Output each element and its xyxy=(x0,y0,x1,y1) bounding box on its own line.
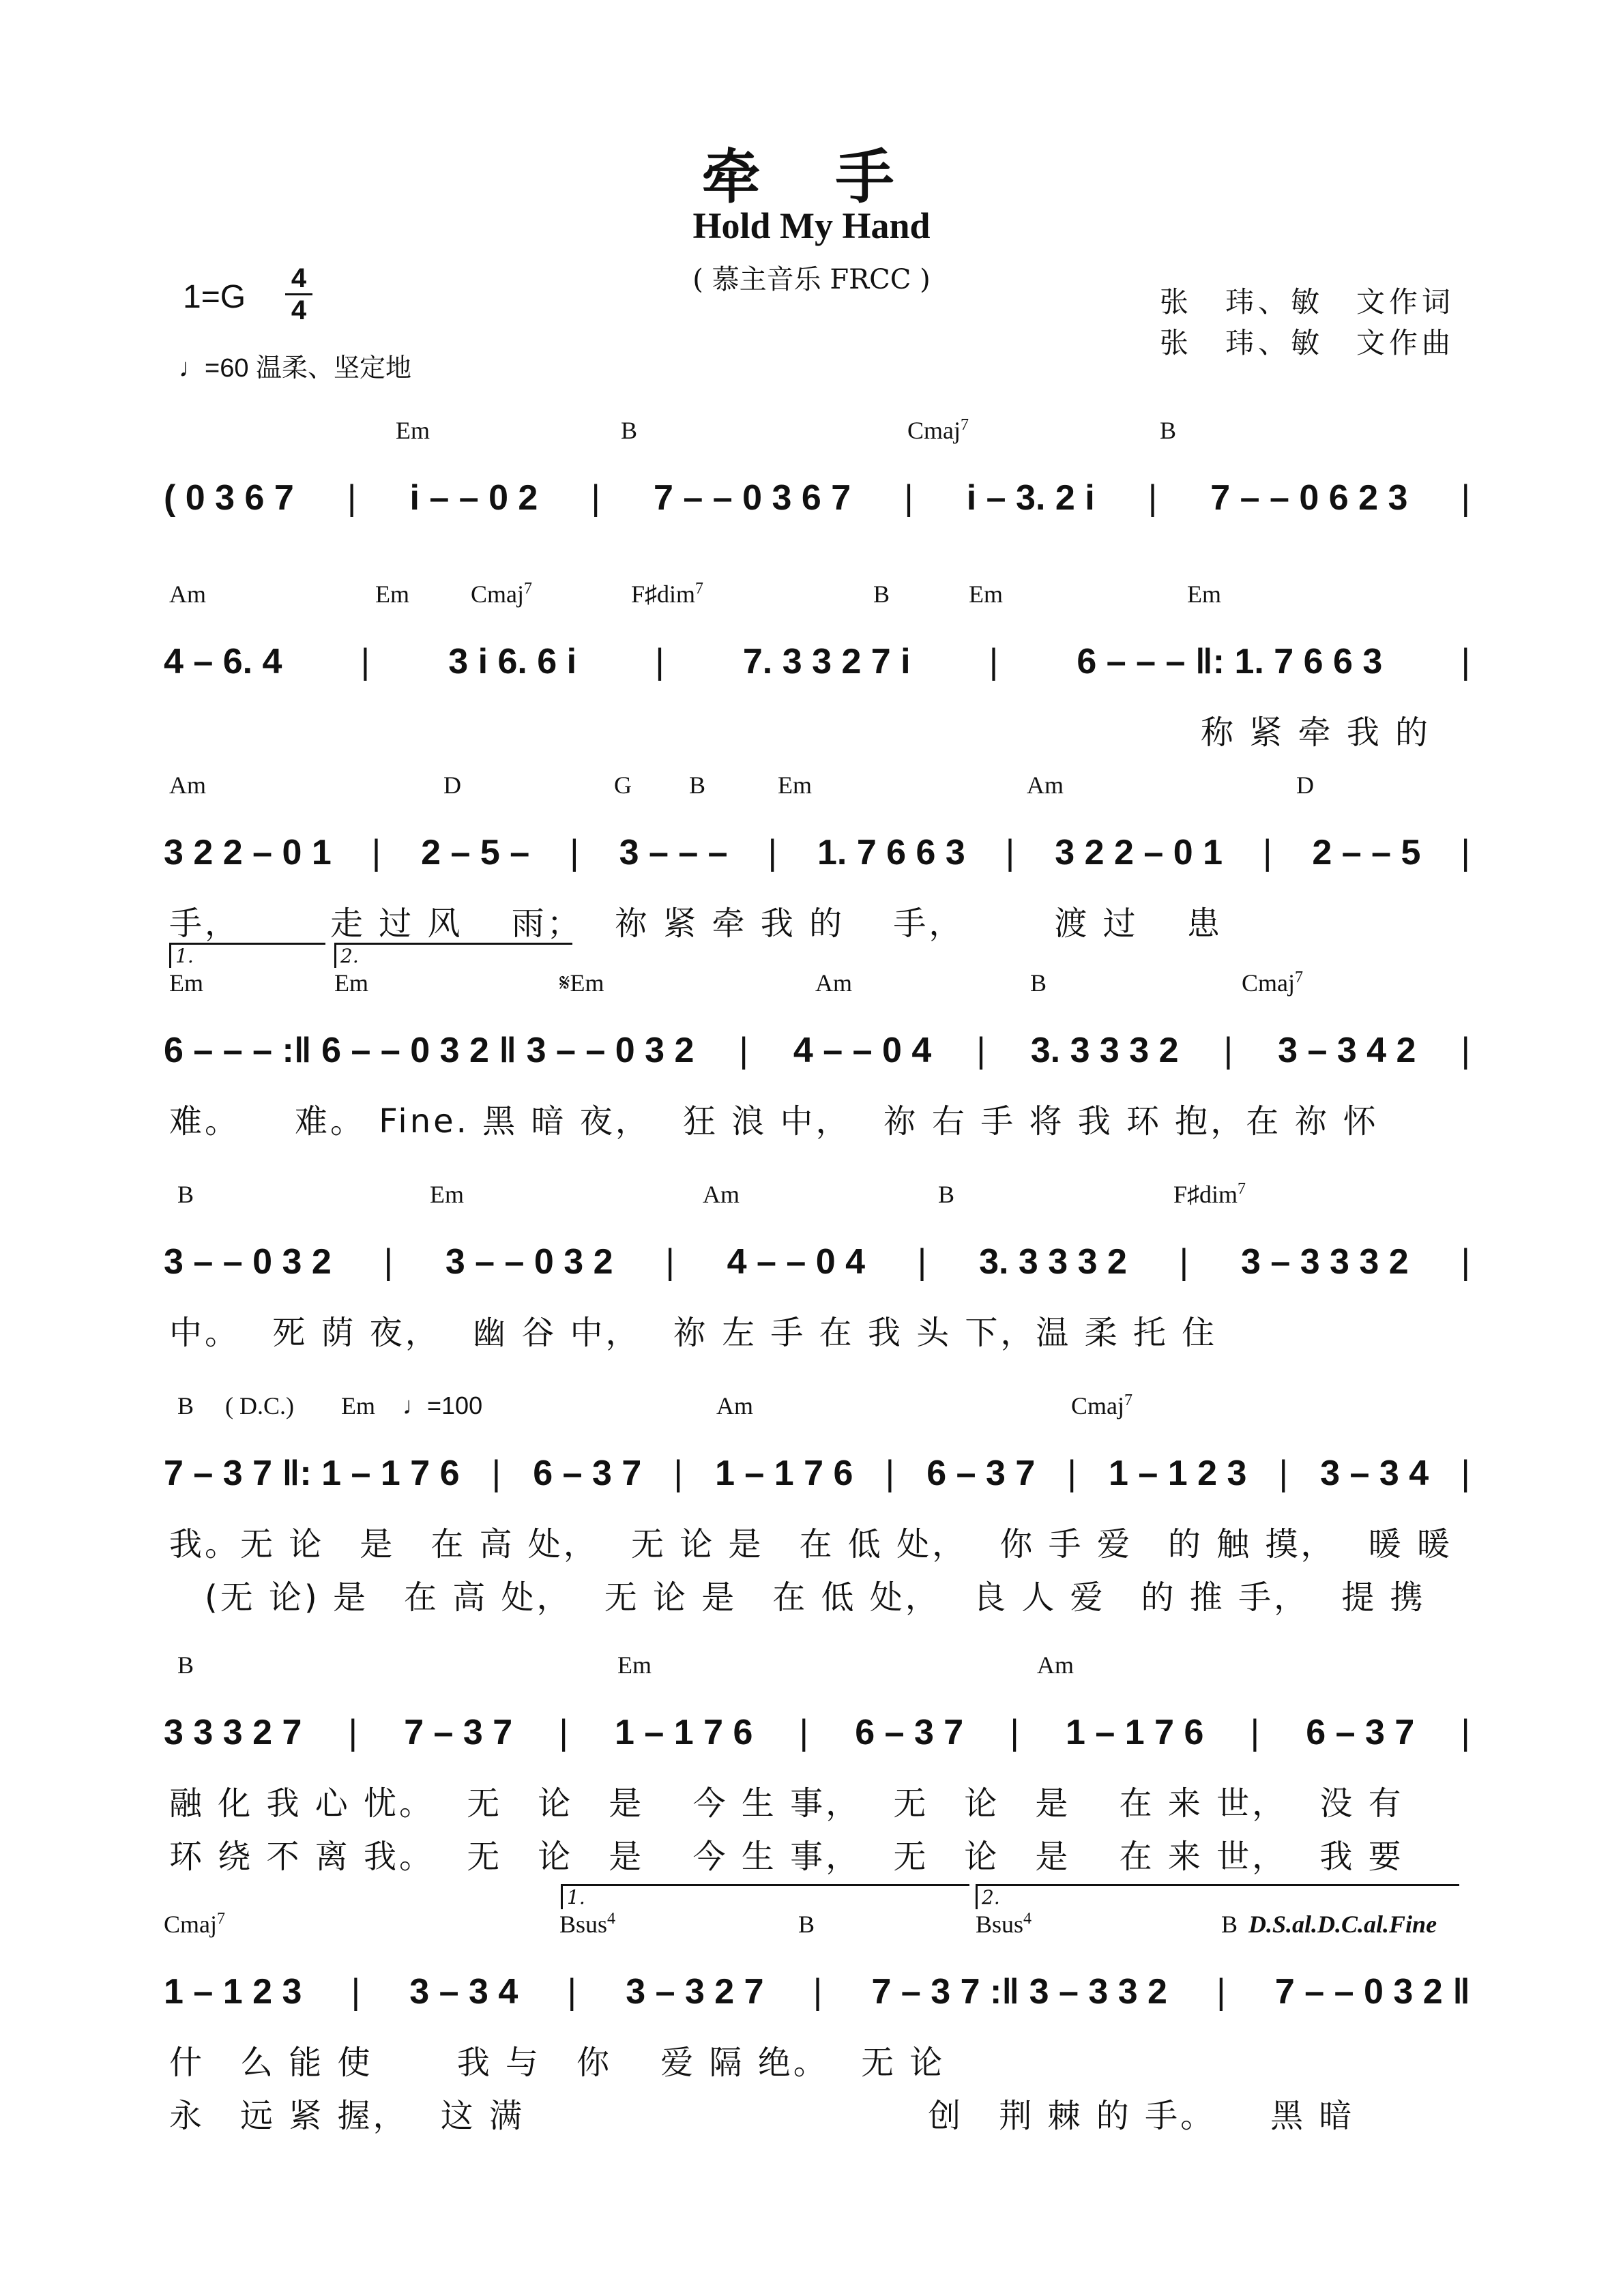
measure: 3 – 3 2 7 xyxy=(626,1972,764,2012)
measure: 3 – – 0 3 2 xyxy=(445,1242,613,1282)
barline: | xyxy=(665,1242,675,1282)
chord-symbol: Em xyxy=(617,1651,652,1679)
chord-symbol: B xyxy=(177,1392,194,1419)
measure: 3 – 3 4 2 xyxy=(1278,1031,1416,1070)
time-signature-bottom: 4 xyxy=(291,295,307,325)
chord-symbol: Cmaj$^7$ xyxy=(907,416,969,444)
barline: | xyxy=(1461,478,1470,518)
barline: | xyxy=(813,1972,823,2012)
barline: | xyxy=(559,1713,568,1752)
barline: | xyxy=(799,1713,809,1752)
chord-symbol: Am xyxy=(815,969,852,997)
lyric-line: 永 远 紧 握， 这 满 创 荆 棘 的 手。 黑 暗 xyxy=(169,2097,1355,2135)
measure: 2 – 5 – xyxy=(421,833,530,872)
barline: | xyxy=(1278,1454,1289,1493)
chord-symbol: B xyxy=(177,1651,194,1679)
lyric-line: 难。 难。 Fine. 黑 暗 夜， 狂 浪 中， 祢 右 手 将 我 环 抱，在 祢 怀 xyxy=(169,1102,1379,1140)
barline: | xyxy=(739,1031,748,1070)
chord-symbol: Am xyxy=(703,1181,740,1208)
barline: | xyxy=(1262,833,1272,872)
chord-symbol: Cmaj$^7$ xyxy=(1071,1392,1132,1419)
measure: 3. 3 3 3 2 xyxy=(979,1242,1127,1282)
barline: | xyxy=(1179,1242,1189,1282)
measure: 6 – – – ‖: 1. 7 6 6 3 xyxy=(1077,642,1383,681)
barline: | xyxy=(1461,642,1470,681)
song-title: 牵 手 xyxy=(701,143,922,211)
chord-row xyxy=(0,1392,1623,1432)
chord-symbol: Cmaj$^7$ xyxy=(164,1910,225,1938)
measure: 7 – – 0 3 6 7 xyxy=(654,478,851,518)
barline: | xyxy=(673,1454,683,1493)
chord-symbol: B xyxy=(1221,1911,1238,1938)
barline: | xyxy=(1005,833,1015,872)
barline: | xyxy=(491,1454,501,1493)
chord-symbol: Em xyxy=(341,1392,375,1419)
volta-bracket: 2. xyxy=(976,1884,1459,1909)
measure: 7 – 3 7 :‖ 3 – 3 3 2 xyxy=(871,1972,1167,2012)
chord-symbol: Em xyxy=(396,417,430,444)
chord-symbol: Am xyxy=(169,580,206,608)
barline: | xyxy=(1461,833,1470,872)
barline: | xyxy=(1461,1242,1470,1282)
barline: | xyxy=(1067,1454,1077,1493)
measure: 6 – 3 7 xyxy=(855,1713,964,1752)
chord-symbol: Em xyxy=(169,969,203,997)
barline: | xyxy=(989,642,999,681)
measure: 3 i 6. 6 i xyxy=(448,642,577,681)
lyric-line: 称 紧 牵 我 的 xyxy=(1201,713,1431,752)
measure: 4 – – 0 4 xyxy=(727,1242,866,1282)
chord-symbol: Am xyxy=(1037,1651,1074,1679)
measure: 6 – – – :‖ 6 – – 0 3 2 ‖ 3 – – 0 3 2 xyxy=(164,1031,694,1070)
chord-symbol: Bsus$^4$ xyxy=(559,1910,616,1938)
barline: | xyxy=(767,833,778,872)
chord-row xyxy=(0,1651,1623,1692)
volta-bracket: 1. xyxy=(169,943,325,968)
tempo-marking: ♩=60 温柔、坚定地 xyxy=(179,354,412,383)
chord-symbol: G xyxy=(614,771,632,799)
measure: 3 – 3 4 xyxy=(1320,1454,1429,1493)
measure: 7 – 3 7 xyxy=(404,1713,513,1752)
barline: | xyxy=(1461,1454,1470,1493)
barline: | xyxy=(383,1242,394,1282)
chord-symbol: Em xyxy=(778,771,812,799)
lyric-line: 环 绕 不 离 我。 无 论 是 今 生 事， 无 论 是 在 来 世， 我 要 xyxy=(169,1838,1404,1876)
composer-credit: 张 玮、敏 文作曲 xyxy=(1160,326,1455,359)
chord-symbol: D xyxy=(1296,771,1314,799)
chord-symbol: Em xyxy=(969,580,1003,608)
barline: | xyxy=(1250,1713,1260,1752)
lyric-line: 手， 走 过 风 雨； 祢 紧 牵 我 的 手， 渡 过 患 xyxy=(169,904,1223,943)
measure: 2 – – 5 xyxy=(1312,833,1421,872)
chord-row xyxy=(0,771,1623,812)
lyric-line: 我。无 论 是 在 高 处， 无 论 是 在 低 处， 你 手 爱 的 触 摸， 暖 暖 xyxy=(169,1525,1452,1563)
chord-symbol: B xyxy=(621,417,638,444)
chord-row xyxy=(0,969,1623,1010)
chord-symbol: Am xyxy=(716,1392,753,1419)
chord-symbol: Cmaj$^7$ xyxy=(1242,969,1303,997)
chord-symbol: B xyxy=(1160,417,1177,444)
barline: | xyxy=(351,1972,361,2012)
measure: 3. 3 3 3 2 xyxy=(1030,1031,1179,1070)
barline: | xyxy=(371,833,381,872)
measure: 4 – 6. 4 xyxy=(164,642,282,681)
barline: | xyxy=(347,478,357,518)
barline: | xyxy=(1010,1713,1019,1752)
measure: 3 – – 0 3 2 xyxy=(164,1242,332,1282)
lyric-line: 中。 死 荫 夜， 幽 谷 中， 祢 左 手 在 我 头 下，温 柔 托 住 xyxy=(169,1314,1218,1352)
measure: ( 0 3 6 7 xyxy=(164,478,294,518)
barline: | xyxy=(1461,1713,1470,1752)
barline: | xyxy=(655,642,664,681)
chord-symbol: B xyxy=(1030,969,1047,997)
lyric-line: (无 论) 是 在 高 处， 无 论 是 在 低 处， 良 人 爱 的 推 手， 提 携 xyxy=(169,1578,1426,1617)
measure: i – – 0 2 xyxy=(409,478,538,518)
time-signature-top: 4 xyxy=(291,263,307,293)
measure: 3 – – – xyxy=(619,833,728,872)
barline: | xyxy=(1147,478,1158,518)
measure: 4 – – 0 4 xyxy=(793,1031,932,1070)
measure: 6 – 3 7 xyxy=(533,1454,642,1493)
chord-symbol: Em xyxy=(1187,580,1221,608)
measure: 6 – 3 7 xyxy=(926,1454,1036,1493)
volta-bracket: 2. xyxy=(334,943,572,968)
measure: 1 – 1 2 3 xyxy=(1109,1454,1247,1493)
measure: 1 – 1 2 3 xyxy=(164,1972,302,2012)
chord-symbol: B xyxy=(689,771,706,799)
barline: | xyxy=(360,642,370,681)
chord-symbol: B xyxy=(798,1911,815,1938)
chord-symbol: B xyxy=(177,1181,194,1208)
chord-symbol: Am xyxy=(1027,771,1064,799)
measure: 1 – 1 7 6 xyxy=(615,1713,753,1752)
tempo-change: ♩=100 xyxy=(403,1392,483,1419)
lyricist-credit: 张 玮、敏 文作词 xyxy=(1160,285,1455,319)
measure: 7 – – 0 3 2 ‖ xyxy=(1274,1972,1470,2012)
barline: | xyxy=(570,833,579,872)
chord-symbol: D xyxy=(443,771,461,799)
chord-symbol: F♯dim$^7$ xyxy=(1173,1180,1246,1208)
chord-symbol: Am xyxy=(169,771,206,799)
lyric-line: 什 么 能 使 我 与 你 爱 隔 绝。 无 论 xyxy=(169,2044,946,2082)
barline: | xyxy=(348,1713,358,1752)
barline: | xyxy=(1223,1031,1233,1070)
key-signature: 1=G xyxy=(183,279,246,315)
barline: | xyxy=(885,1454,895,1493)
song-subtitle: Hold My Hand xyxy=(692,205,931,246)
chord-symbol: Em xyxy=(375,580,409,608)
time-signature xyxy=(285,265,312,324)
chord-symbol: B xyxy=(873,580,890,608)
measure: 3 3 3 2 7 xyxy=(164,1713,302,1752)
barline: | xyxy=(1216,1972,1226,2012)
chord-symbol: Em xyxy=(430,1181,464,1208)
measure: i – 3. 2 i xyxy=(966,478,1095,518)
barline: | xyxy=(904,478,913,518)
measure: 6 – 3 7 xyxy=(1306,1713,1415,1752)
measure: 3 – 3 3 3 2 xyxy=(1240,1242,1409,1282)
chord-symbol: Cmaj$^7$ xyxy=(471,580,532,608)
measure: 1 – 1 7 6 xyxy=(715,1454,853,1493)
chord-symbol: F♯dim$^7$ xyxy=(631,580,704,608)
measure: 7 – – 0 6 2 3 xyxy=(1210,478,1408,518)
measure: 7. 3 3 2 7 i xyxy=(742,642,911,681)
barline: | xyxy=(976,1031,986,1070)
lyric-line: 融 化 我 心 忧。 无 论 是 今 生 事， 无 论 是 在 来 世， 没 有 xyxy=(169,1784,1404,1823)
barline: | xyxy=(1461,1031,1470,1070)
barline: | xyxy=(591,478,600,518)
chord-symbol: Em xyxy=(334,969,368,997)
measure: 1 – 1 7 6 xyxy=(1066,1713,1204,1752)
measure: 3 2 2 – 0 1 xyxy=(164,833,332,872)
chord-row xyxy=(0,580,1623,621)
barline: | xyxy=(567,1972,577,2012)
measure: 1. 7 6 6 3 xyxy=(817,833,965,872)
chord-symbol: Bsus$^4$ xyxy=(976,1910,1032,1938)
chord-symbol: B xyxy=(938,1181,955,1208)
measure: 3 2 2 – 0 1 xyxy=(1055,833,1223,872)
chord-row xyxy=(0,1180,1623,1221)
chord-symbol: 𝄋Em xyxy=(559,969,604,997)
measure: 7 – 3 7 ‖: 1 – 1 7 6 xyxy=(164,1454,460,1493)
measure: 3 – 3 4 xyxy=(409,1972,518,2012)
volta-bracket: 1. xyxy=(561,1884,969,1909)
publisher-label: ( 慕主音乐 FRCC ) xyxy=(692,264,931,295)
repeat-instruction: D.S.al.D.C.al.Fine xyxy=(1248,1911,1437,1938)
chord-symbol: ( D.C.) xyxy=(225,1392,294,1419)
barline: | xyxy=(917,1242,927,1282)
chord-row xyxy=(0,416,1623,457)
